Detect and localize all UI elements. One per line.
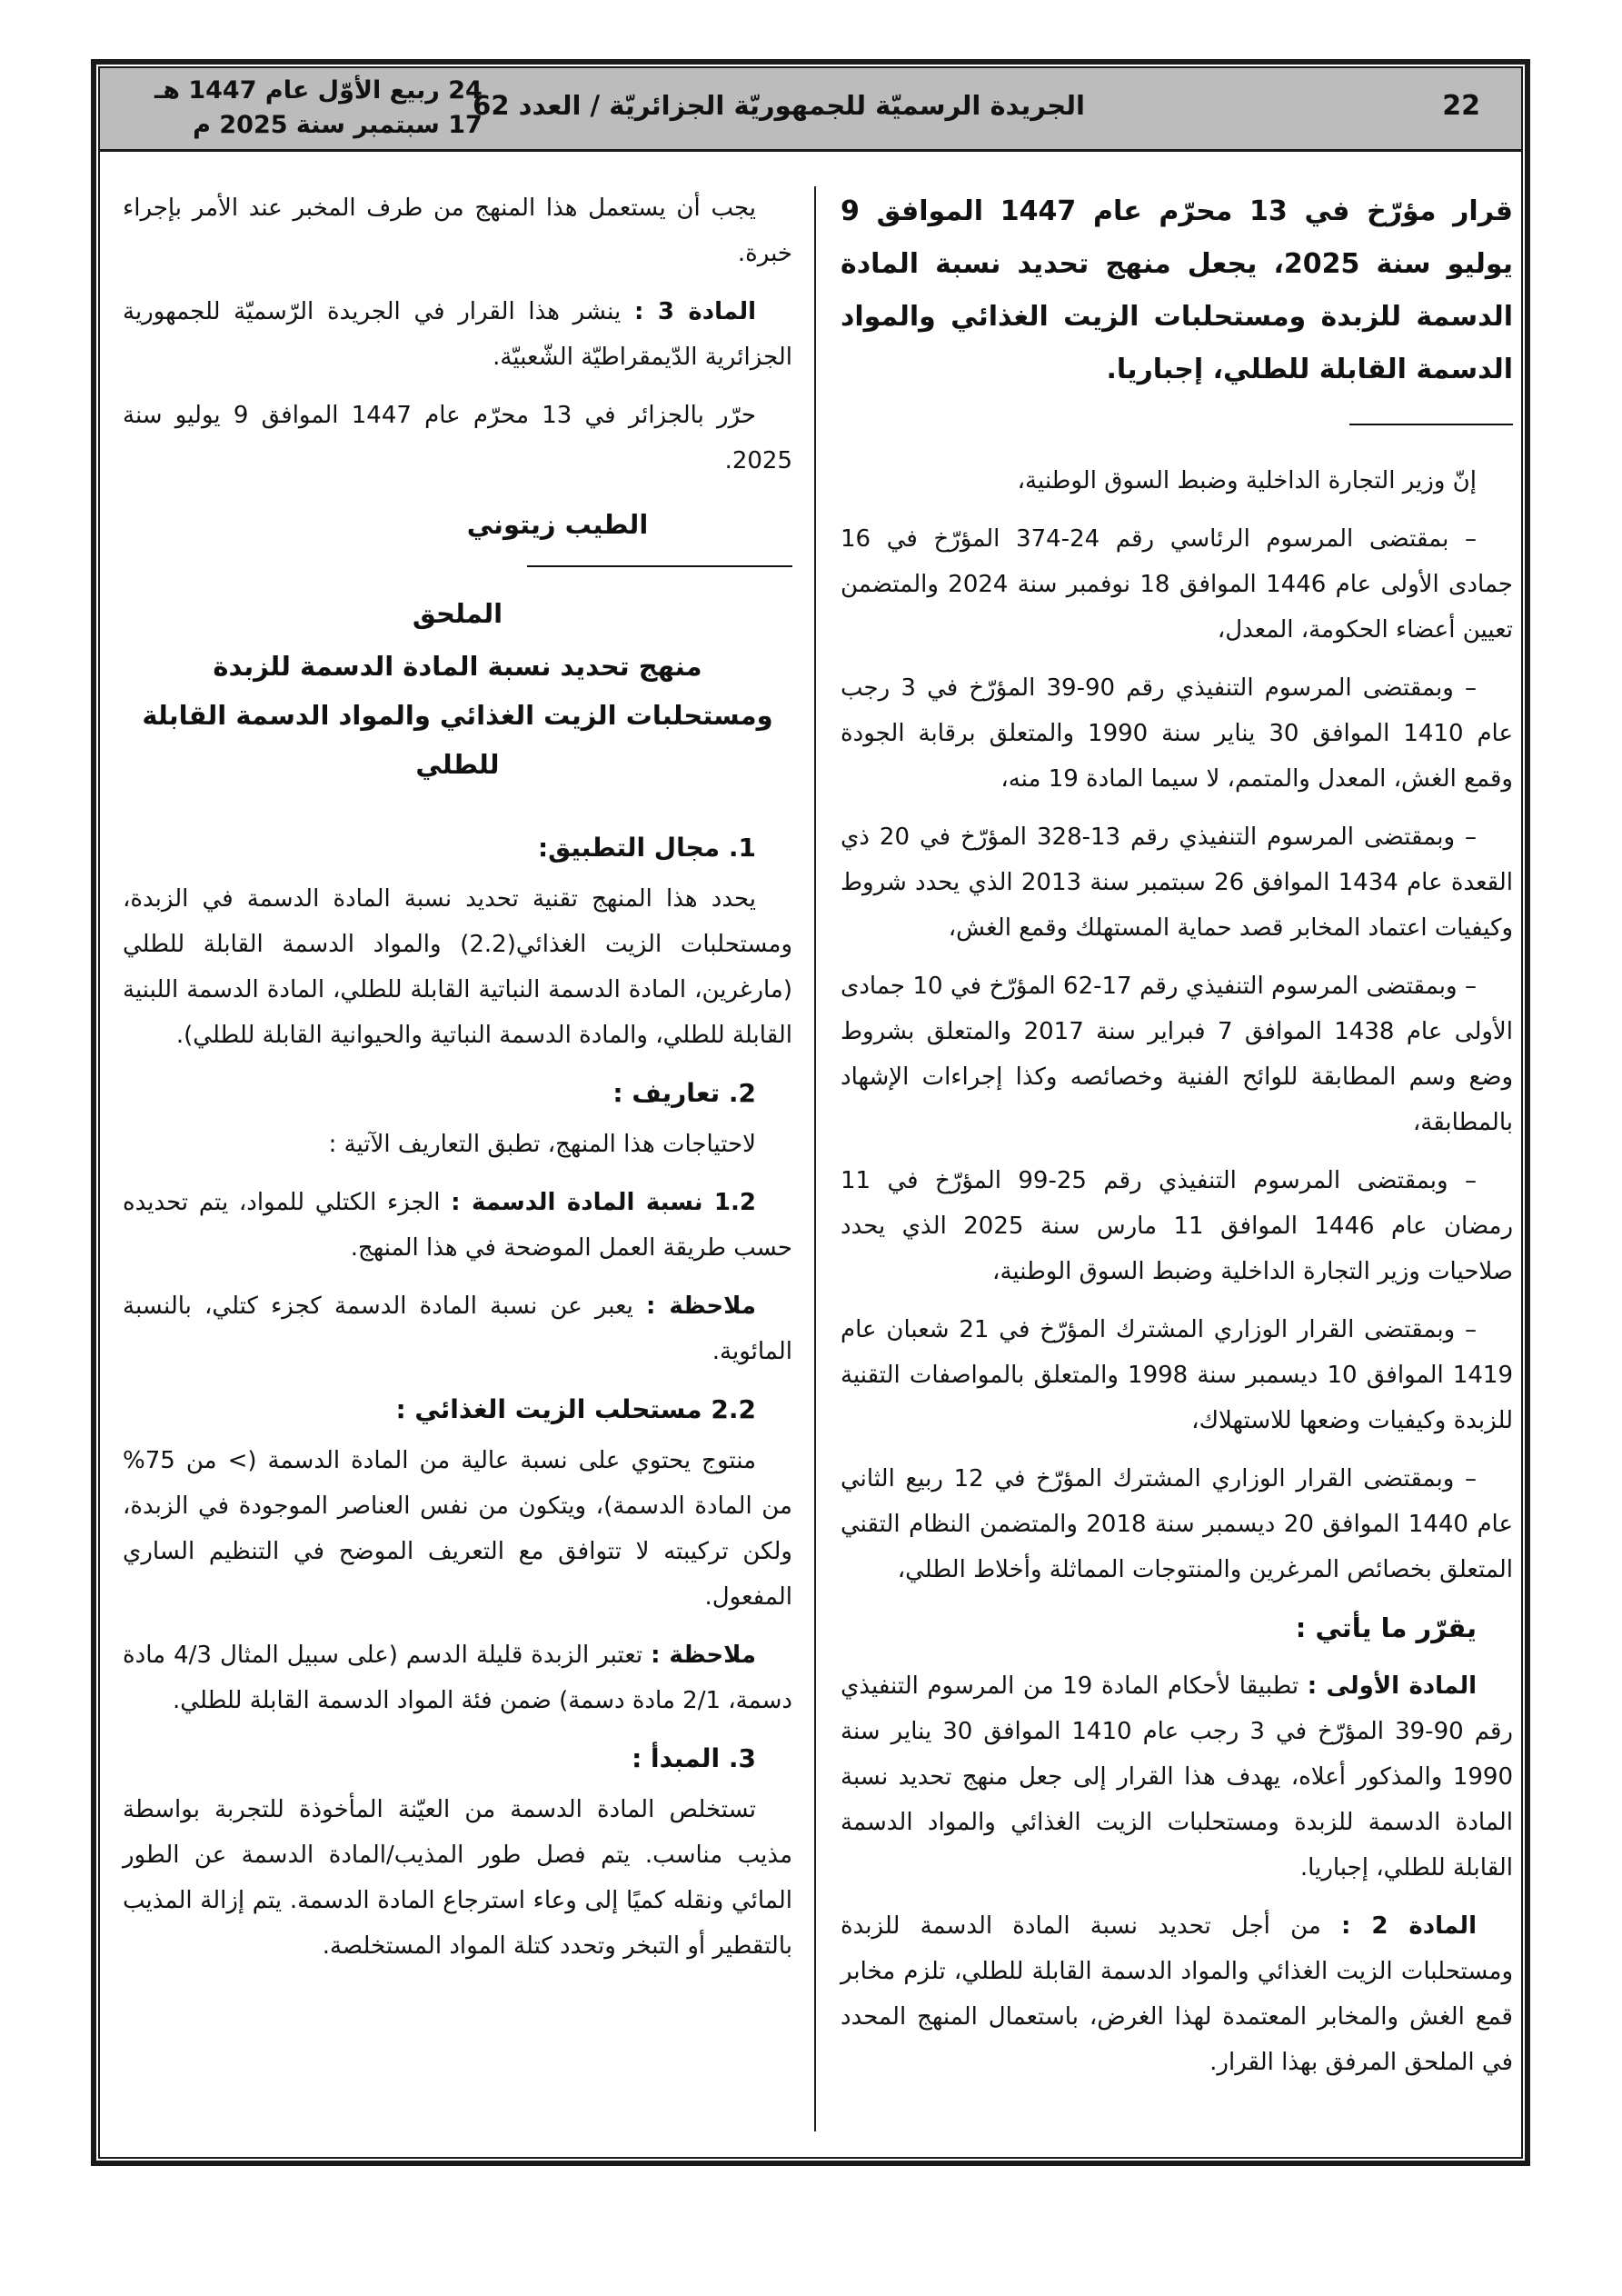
note-2 <box>123 1632 792 1723</box>
signature-separator <box>527 565 792 567</box>
intro: إنّ وزير التجارة الداخلية وضبط السوق الوطنية، <box>1017 467 1477 494</box>
issue-date <box>154 74 483 143</box>
definition-1-lead: 1.2 نسبة المادة الدسمة : <box>451 1189 756 1216</box>
continuation: يجب أن يستعمل هذا المنهج من طرف المخبر عند الأمر بإجراء خبرة. <box>123 195 792 267</box>
note-2-text: تعتبر الزبدة قليلة الدسم (على سبيل المثال 4/3 مادة دسمة، 2/1 مادة دسمة) ضمن فئة المواد الدسمة القابلة للطلي. <box>123 1642 792 1714</box>
definition-2-text: منتوج يحتوي على نسبة عالية من المادة الدسمة (> من 75% من المادة الدسمة)، ويتكون من نفس العناصر الموجودة في الزبدة، ولكن تركيبته لا تتوافق مع التعريف الموضح في التنظيم الساري المفعول. <box>123 1447 792 1611</box>
section-1-text: يحدد هذا المنهج تقنية تحديد نسبة المادة الدسمة في الزبدة، ومستحلبات الزيت الغذائي(2.2) والمواد الدسمة القابلة للطلي (مارغرين، المادة الدسمة النباتية القابلة للطلي، المادة الدسمة اللبنية القابلة للطلي، والمادة الدسمة النباتية والحيوانية القابلة للطلي). <box>123 885 792 1049</box>
page-header <box>100 68 1521 152</box>
article-3 <box>123 289 792 380</box>
right-column <box>841 182 1513 2085</box>
preamble-5: – وبمقتضى المرسوم التنفيذي رقم 25-99 المؤرّخ في 11 رمضان عام 1446 الموافق 11 مارس سنة 2025 الذي يحدد صلاحيات وزير التجارة الداخلية وضبط السوق الوطنية، <box>841 1167 1514 1285</box>
preamble-7: – وبمقتضى القرار الوزاري المشترك المؤرّخ في 12 ربيع الثاني عام 1440 الموافق 20 ديسمبر سنة 2018 والمتضمن النظام التقني المتعلق بخصائص المرغرين والمنتوجات المماثلة وأخلاط الطلي، <box>841 1465 1513 1583</box>
column-divider <box>814 186 816 2131</box>
definition-1-text: الجزء الكتلي للمواد، يتم تحديده حسب طريقة العمل الموضحة في هذا المنهج. <box>123 1189 792 1262</box>
left-column <box>123 182 792 1969</box>
article-1 <box>841 1663 1513 1891</box>
article-2-lead: المادة 2 : <box>1340 1912 1477 1940</box>
annex-label: الملحق <box>412 598 503 629</box>
title-separator <box>1349 424 1513 425</box>
definition-2-heading: 2.2 مستحلب الزيت الغذائي : <box>395 1394 756 1424</box>
article-1-lead: المادة الأولى : <box>1307 1672 1478 1700</box>
signed-at: حرّر بالجزائر في 13 محرّم عام 1447 الموافق 9 يوليو سنة 2025. <box>123 402 792 474</box>
note-2-lead: ملاحظة : <box>651 1642 756 1669</box>
article-2 <box>841 1903 1513 2085</box>
preamble-2: – وبمقتضى المرسوم التنفيذي رقم 90-39 المؤرّخ في 3 رجب عام 1410 الموافق 30 يناير سنة 1990 والمتعلق برقابة الجودة وقمع الغش، المعدل والمتمم، لا سيما المادة 19 منه، <box>841 674 1513 793</box>
section-3-heading: 3. المبدأ : <box>632 1743 756 1773</box>
decides-heading: يقرّر ما يأتي : <box>1295 1612 1477 1643</box>
gazette-title: الجريدة الرسميّة للجمهوريّة الجزائريّة / العدد 62 <box>473 90 1085 121</box>
signature: الطيب زيتوني <box>466 509 649 540</box>
preamble-6: – وبمقتضى القرار الوزاري المشترك المؤرّخ في 21 شعبان عام 1419 الموافق 10 ديسمبر سنة 1998 والمتعلق بالمواصفات التقنية للزبدة وكيفيات وضعها للاستهلاك، <box>841 1316 1513 1434</box>
article-3-text: ينشر هذا القرار في الجريدة الرّسميّة للجمهورية الجزائرية الدّيمقراطيّة الشّعبيّة. <box>123 298 792 371</box>
preamble-4: – وبمقتضى المرسوم التنفيذي رقم 17-62 المؤرّخ في 10 جمادى الأولى عام 1438 الموافق 7 فبراير سنة 2017 والمتعلق بشروط وضع وسم المطابقة للوائح الفنية وخصائصه وكذا إجراءات الإشهاد بالمطابقة، <box>841 973 1513 1136</box>
preamble-1: – بمقتضى المرسوم الرئاسي رقم 24-374 المؤرّخ في 16 جمادى الأولى عام 1446 الموافق 18 نوفمبر سنة 2024 والمتضمن تعيين أعضاء الحكومة، المعدل، <box>841 525 1514 644</box>
section-2-heading: 2. تعاريف : <box>612 1078 756 1108</box>
section-1-heading: 1. مجال التطبيق: <box>537 833 756 863</box>
section-3-text: تستخلص المادة الدسمة من العيّنة المأخوذة للتجربة بواسطة مذيب مناسب. يتم فصل طور المذيب/المادة الدسمة عن الطور المائي ونقله كميًا إلى وعاء استرجاع المادة الدسمة. يتم إزالة المذيب بالتقطير أو التبخر وتحدد كتلة المواد المستخلصة. <box>123 1796 792 1960</box>
note-1 <box>123 1283 792 1374</box>
page-number: 22 <box>1442 90 1480 122</box>
date-hijri: 24 ربيع الأوّل عام 1447 هـ <box>154 76 483 105</box>
article-3-lead: المادة 3 : <box>633 298 756 325</box>
section-2-text: لاحتياجات هذا المنهج، تطبق التعاريف الآتية : <box>328 1131 756 1158</box>
preamble-3: – وبمقتضى المرسوم التنفيذي رقم 13-328 المؤرّخ في 20 ذي القعدة عام 1434 الموافق 26 سبتمبر سنة 2013 الذي يحدد شروط وكيفيات اعتماد المخابر قصد حماية المستهلك وقمع الغش، <box>841 824 1513 942</box>
article-2-text: من أجل تحديد نسبة المادة الدسمة للزبدة ومستحلبات الزيت الغذائي والمواد الدسمة القابلة للطلي، تلزم مخابر قمع الغش والمخابر المعتمدة لهذا الغرض، باستعمال المنهج المحدد في الملحق المرفق بهذا القرار. <box>841 1912 1513 2076</box>
annex-title: منهج تحديد نسبة المادة الدسمة للزبدة ومستحلبات الزيت الغذائي والمواد الدسمة القابلة للطلي <box>142 651 773 780</box>
definition-1 <box>123 1180 792 1271</box>
date-gregorian: 17 سبتمبر سنة 2025 م <box>193 111 483 139</box>
decree-title: قرار مؤرّخ في 13 محرّم عام 1447 الموافق 9 يوليو سنة 2025، يجعل منهج تحديد نسبة المادة الدسمة للزبدة ومستحلبات الزيت الغذائي والمواد الدسمة القابلة للطلي، إجباريا. <box>841 195 1513 385</box>
article-1-text: تطبيقا لأحكام المادة 19 من المرسوم التنفيذي رقم 90-39 المؤرّخ في 3 رجب عام 1410 الموافق 30 يناير سنة 1990 والمذكور أعلاه، يهدف هذا القرار إلى جعل منهج تحديد نسبة المادة الدسمة للزبدة ومستحلبات الزيت الغذائي والمواد الدسمة القابلة للطلي، إجباريا. <box>841 1672 1513 1882</box>
note-1-lead: ملاحظة : <box>646 1293 756 1320</box>
note-1-text: يعبر عن نسبة المادة الدسمة كجزء كتلي، بالنسبة المائوية. <box>123 1293 792 1365</box>
